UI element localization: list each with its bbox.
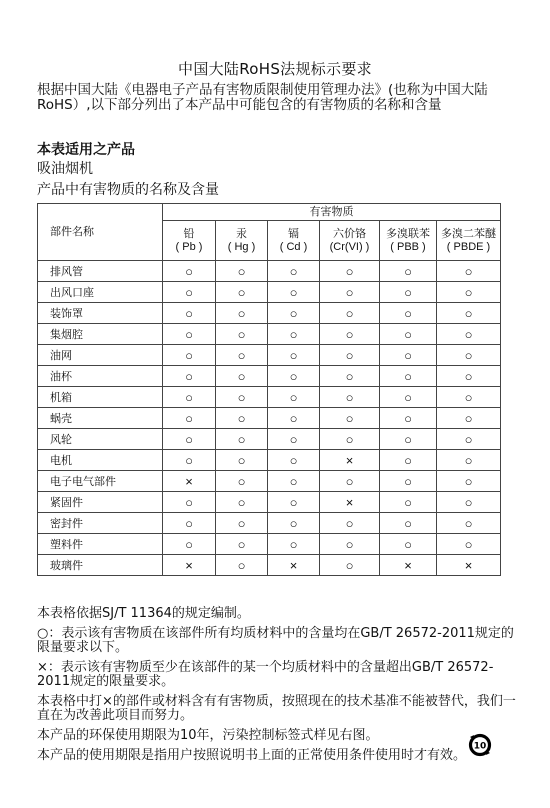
table-row — [38, 471, 501, 492]
substance-mark-cell: ○ — [216, 408, 268, 429]
part-name-cell: 紧固件 — [38, 492, 163, 513]
substance-mark-cell: ○ — [320, 366, 380, 387]
substance-mark-cell: ○ — [268, 534, 320, 555]
substance-symbol: ( PBB ) — [390, 240, 426, 253]
substance-mark-cell: × — [380, 555, 437, 576]
substance-column-header — [216, 221, 268, 261]
substance-mark-cell: ○ — [320, 303, 380, 324]
substance-mark-cell: ○ — [320, 345, 380, 366]
page-title: 中国大陆RoHS法规标示要求 — [178, 60, 372, 78]
substance-mark-cell: ○ — [320, 387, 380, 408]
table-row — [38, 345, 501, 366]
substance-mark-cell: ○ — [380, 261, 437, 282]
part-name-header: 部件名称 — [38, 204, 163, 261]
substance-symbol: (Cr(VI) ) — [329, 240, 370, 253]
substance-mark-cell: ○ — [216, 471, 268, 492]
part-name-cell: 玻璃件 — [38, 555, 163, 576]
substance-mark-cell: ○ — [163, 387, 216, 408]
product-name: 吸油烟机 — [37, 161, 93, 177]
substance-name: 多溴联苯 — [386, 227, 430, 240]
substance-mark-cell: ○ — [163, 261, 216, 282]
substance-mark-cell: ○ — [268, 303, 320, 324]
substance-mark-cell: ○ — [216, 450, 268, 471]
table-row — [38, 366, 501, 387]
substance-mark-cell: ○ — [320, 429, 380, 450]
substance-mark-cell: ○ — [268, 513, 320, 534]
substance-mark-cell: ○ — [380, 513, 437, 534]
note-circle-meaning: ○：表示该有害物质在该部件所有均质材料中的含量均在GB/T 26572-2011规定的限量要求以下。 — [37, 626, 514, 655]
substance-mark-cell: ○ — [437, 387, 501, 408]
substance-mark-cell: ○ — [380, 303, 437, 324]
substance-mark-cell: ○ — [437, 450, 501, 471]
substance-mark-cell: ○ — [437, 303, 501, 324]
substance-mark-cell: ○ — [437, 513, 501, 534]
substance-column-header — [380, 221, 437, 261]
substance-mark-cell: ○ — [163, 450, 216, 471]
substance-group-header: 有害物质 — [163, 204, 501, 221]
substance-symbol: ( Cd ) — [279, 240, 308, 253]
substance-mark-cell: ○ — [268, 387, 320, 408]
table-row — [38, 261, 501, 282]
note-cross-meaning: ×：表示该有害物质至少在该部件的某一个均质材料中的含量超出GB/T 26572-2011规定的限量要求。 — [37, 660, 494, 689]
applies-heading: 本表适用之产品 — [37, 142, 135, 158]
substance-mark-cell: × — [163, 555, 216, 576]
substance-symbol: ( PBDE ) — [446, 240, 491, 253]
substance-mark-cell: ○ — [437, 282, 501, 303]
substance-mark-cell: ○ — [437, 429, 501, 450]
substance-mark-cell: ○ — [216, 303, 268, 324]
table-row — [38, 282, 501, 303]
pollution-control-logo-icon — [468, 733, 492, 757]
substance-mark-cell: × — [268, 555, 320, 576]
part-name-cell: 集烟腔 — [38, 324, 163, 345]
substance-mark-cell: ○ — [163, 429, 216, 450]
substance-mark-cell: ○ — [216, 492, 268, 513]
substance-mark-cell: ○ — [437, 345, 501, 366]
substance-mark-cell: ○ — [268, 429, 320, 450]
table-row — [38, 534, 501, 555]
substance-column-header — [268, 221, 320, 261]
table-row — [38, 324, 501, 345]
substance-column-header — [320, 221, 380, 261]
part-name-cell: 油杯 — [38, 366, 163, 387]
substance-mark-cell: ○ — [216, 261, 268, 282]
substance-mark-cell: ○ — [216, 366, 268, 387]
substance-mark-cell: ○ — [163, 492, 216, 513]
substance-mark-cell: ○ — [320, 408, 380, 429]
substance-mark-cell: ○ — [268, 345, 320, 366]
substance-column-header — [437, 221, 501, 261]
part-name-cell: 装饰罩 — [38, 303, 163, 324]
substance-name: 铅 — [183, 227, 195, 240]
table-row — [38, 387, 501, 408]
substance-mark-cell: ○ — [437, 366, 501, 387]
substance-symbol: ( Hg ) — [227, 240, 256, 253]
part-name-cell: 塑料件 — [38, 534, 163, 555]
substance-mark-cell: × — [320, 492, 380, 513]
substance-mark-cell: ○ — [380, 429, 437, 450]
note-standard: 本表格依据SJ/T 11364的规定编制。 — [37, 606, 250, 621]
substance-mark-cell: ○ — [268, 324, 320, 345]
part-name-cell: 蜗壳 — [38, 408, 163, 429]
part-name-cell: 电子电气部件 — [38, 471, 163, 492]
part-name-cell: 风轮 — [38, 429, 163, 450]
part-name-cell: 出风口座 — [38, 282, 163, 303]
substance-mark-cell: ○ — [268, 408, 320, 429]
substance-mark-cell: × — [437, 555, 501, 576]
part-name-cell: 电机 — [38, 450, 163, 471]
substance-symbol: ( Pb ) — [175, 240, 203, 253]
substance-mark-cell: ○ — [437, 471, 501, 492]
substance-mark-cell: ○ — [163, 513, 216, 534]
substance-mark-cell: ○ — [268, 450, 320, 471]
hazardous-substance-table — [37, 203, 501, 576]
substance-mark-cell: ○ — [216, 345, 268, 366]
table-row — [38, 555, 501, 576]
substance-mark-cell: ○ — [320, 534, 380, 555]
table-row — [38, 408, 501, 429]
substance-mark-cell: ○ — [268, 471, 320, 492]
substance-mark-cell: ○ — [320, 324, 380, 345]
substance-column-header — [163, 221, 216, 261]
substance-mark-cell: ○ — [437, 261, 501, 282]
substance-mark-cell: ○ — [380, 450, 437, 471]
table-row — [38, 513, 501, 534]
substance-mark-cell: ○ — [163, 345, 216, 366]
substance-mark-cell: ○ — [380, 324, 437, 345]
substance-mark-cell: ○ — [163, 282, 216, 303]
substance-mark-cell: ○ — [437, 324, 501, 345]
table-row — [38, 429, 501, 450]
substance-name: 多溴二苯醚 — [441, 227, 496, 240]
substance-mark-cell: ○ — [216, 387, 268, 408]
substance-mark-cell: ○ — [437, 408, 501, 429]
substance-mark-cell: × — [320, 450, 380, 471]
substance-mark-cell: ○ — [320, 282, 380, 303]
notes-section — [37, 607, 517, 769]
substance-mark-cell: ○ — [320, 471, 380, 492]
substance-mark-cell: ○ — [163, 408, 216, 429]
substance-mark-cell: ○ — [380, 282, 437, 303]
substance-mark-cell: ○ — [380, 492, 437, 513]
part-name-cell: 密封件 — [38, 513, 163, 534]
substance-mark-cell: ○ — [216, 324, 268, 345]
note-cross-statement: 本表格中打×的部件或材料含有有害物质，按照现在的技术基准不能被替代，我们一直在为改善此项目而努力。 — [37, 694, 516, 723]
part-name-cell: 排风管 — [38, 261, 163, 282]
substance-mark-cell: ○ — [216, 513, 268, 534]
substance-name: 汞 — [236, 227, 247, 240]
substance-name: 六价铬 — [333, 227, 366, 240]
substance-mark-cell: ○ — [216, 555, 268, 576]
part-name-cell: 油网 — [38, 345, 163, 366]
substance-mark-cell: × — [163, 471, 216, 492]
substance-mark-cell: ○ — [380, 387, 437, 408]
substance-mark-cell: ○ — [437, 492, 501, 513]
substance-mark-cell: ○ — [380, 471, 437, 492]
part-name-cell: 机箱 — [38, 387, 163, 408]
table-row — [38, 450, 501, 471]
substance-mark-cell: ○ — [216, 282, 268, 303]
substance-name: 镉 — [288, 227, 299, 240]
substance-mark-cell: ○ — [320, 555, 380, 576]
substance-mark-cell: ○ — [163, 534, 216, 555]
substance-mark-cell: ○ — [216, 429, 268, 450]
substance-mark-cell: ○ — [163, 303, 216, 324]
substance-mark-cell: ○ — [437, 534, 501, 555]
substance-mark-cell: ○ — [380, 366, 437, 387]
substance-mark-cell: ○ — [163, 366, 216, 387]
table-row — [38, 492, 501, 513]
logo-number: 10 — [473, 741, 487, 752]
note-use-period: 本产品的使用期限是指用户按照说明书上面的正常使用条件使用时才有效。 — [37, 748, 467, 763]
substance-mark-cell: ○ — [268, 282, 320, 303]
substance-mark-cell: ○ — [268, 492, 320, 513]
substance-mark-cell: ○ — [216, 534, 268, 555]
note-eco-period: 本产品的环保使用期限为10年，污染控制标签式样见右图。 — [37, 728, 379, 743]
substance-mark-cell: ○ — [268, 261, 320, 282]
substance-mark-cell: ○ — [320, 261, 380, 282]
intro-paragraph: 根据中国大陆《电器电子产品有害物质限制使用管理办法》(也称为中国大陆RoHS）,以下部分列出了本产品中可能包含的有害物质的名称和含量 — [37, 82, 488, 113]
substance-mark-cell: ○ — [380, 408, 437, 429]
substance-mark-cell: ○ — [163, 324, 216, 345]
substance-mark-cell: ○ — [380, 534, 437, 555]
table-row — [38, 303, 501, 324]
table-title: 产品中有害物质的名称及含量 — [37, 182, 219, 198]
substance-mark-cell: ○ — [320, 513, 380, 534]
substance-mark-cell: ○ — [268, 366, 320, 387]
substance-mark-cell: ○ — [380, 345, 437, 366]
